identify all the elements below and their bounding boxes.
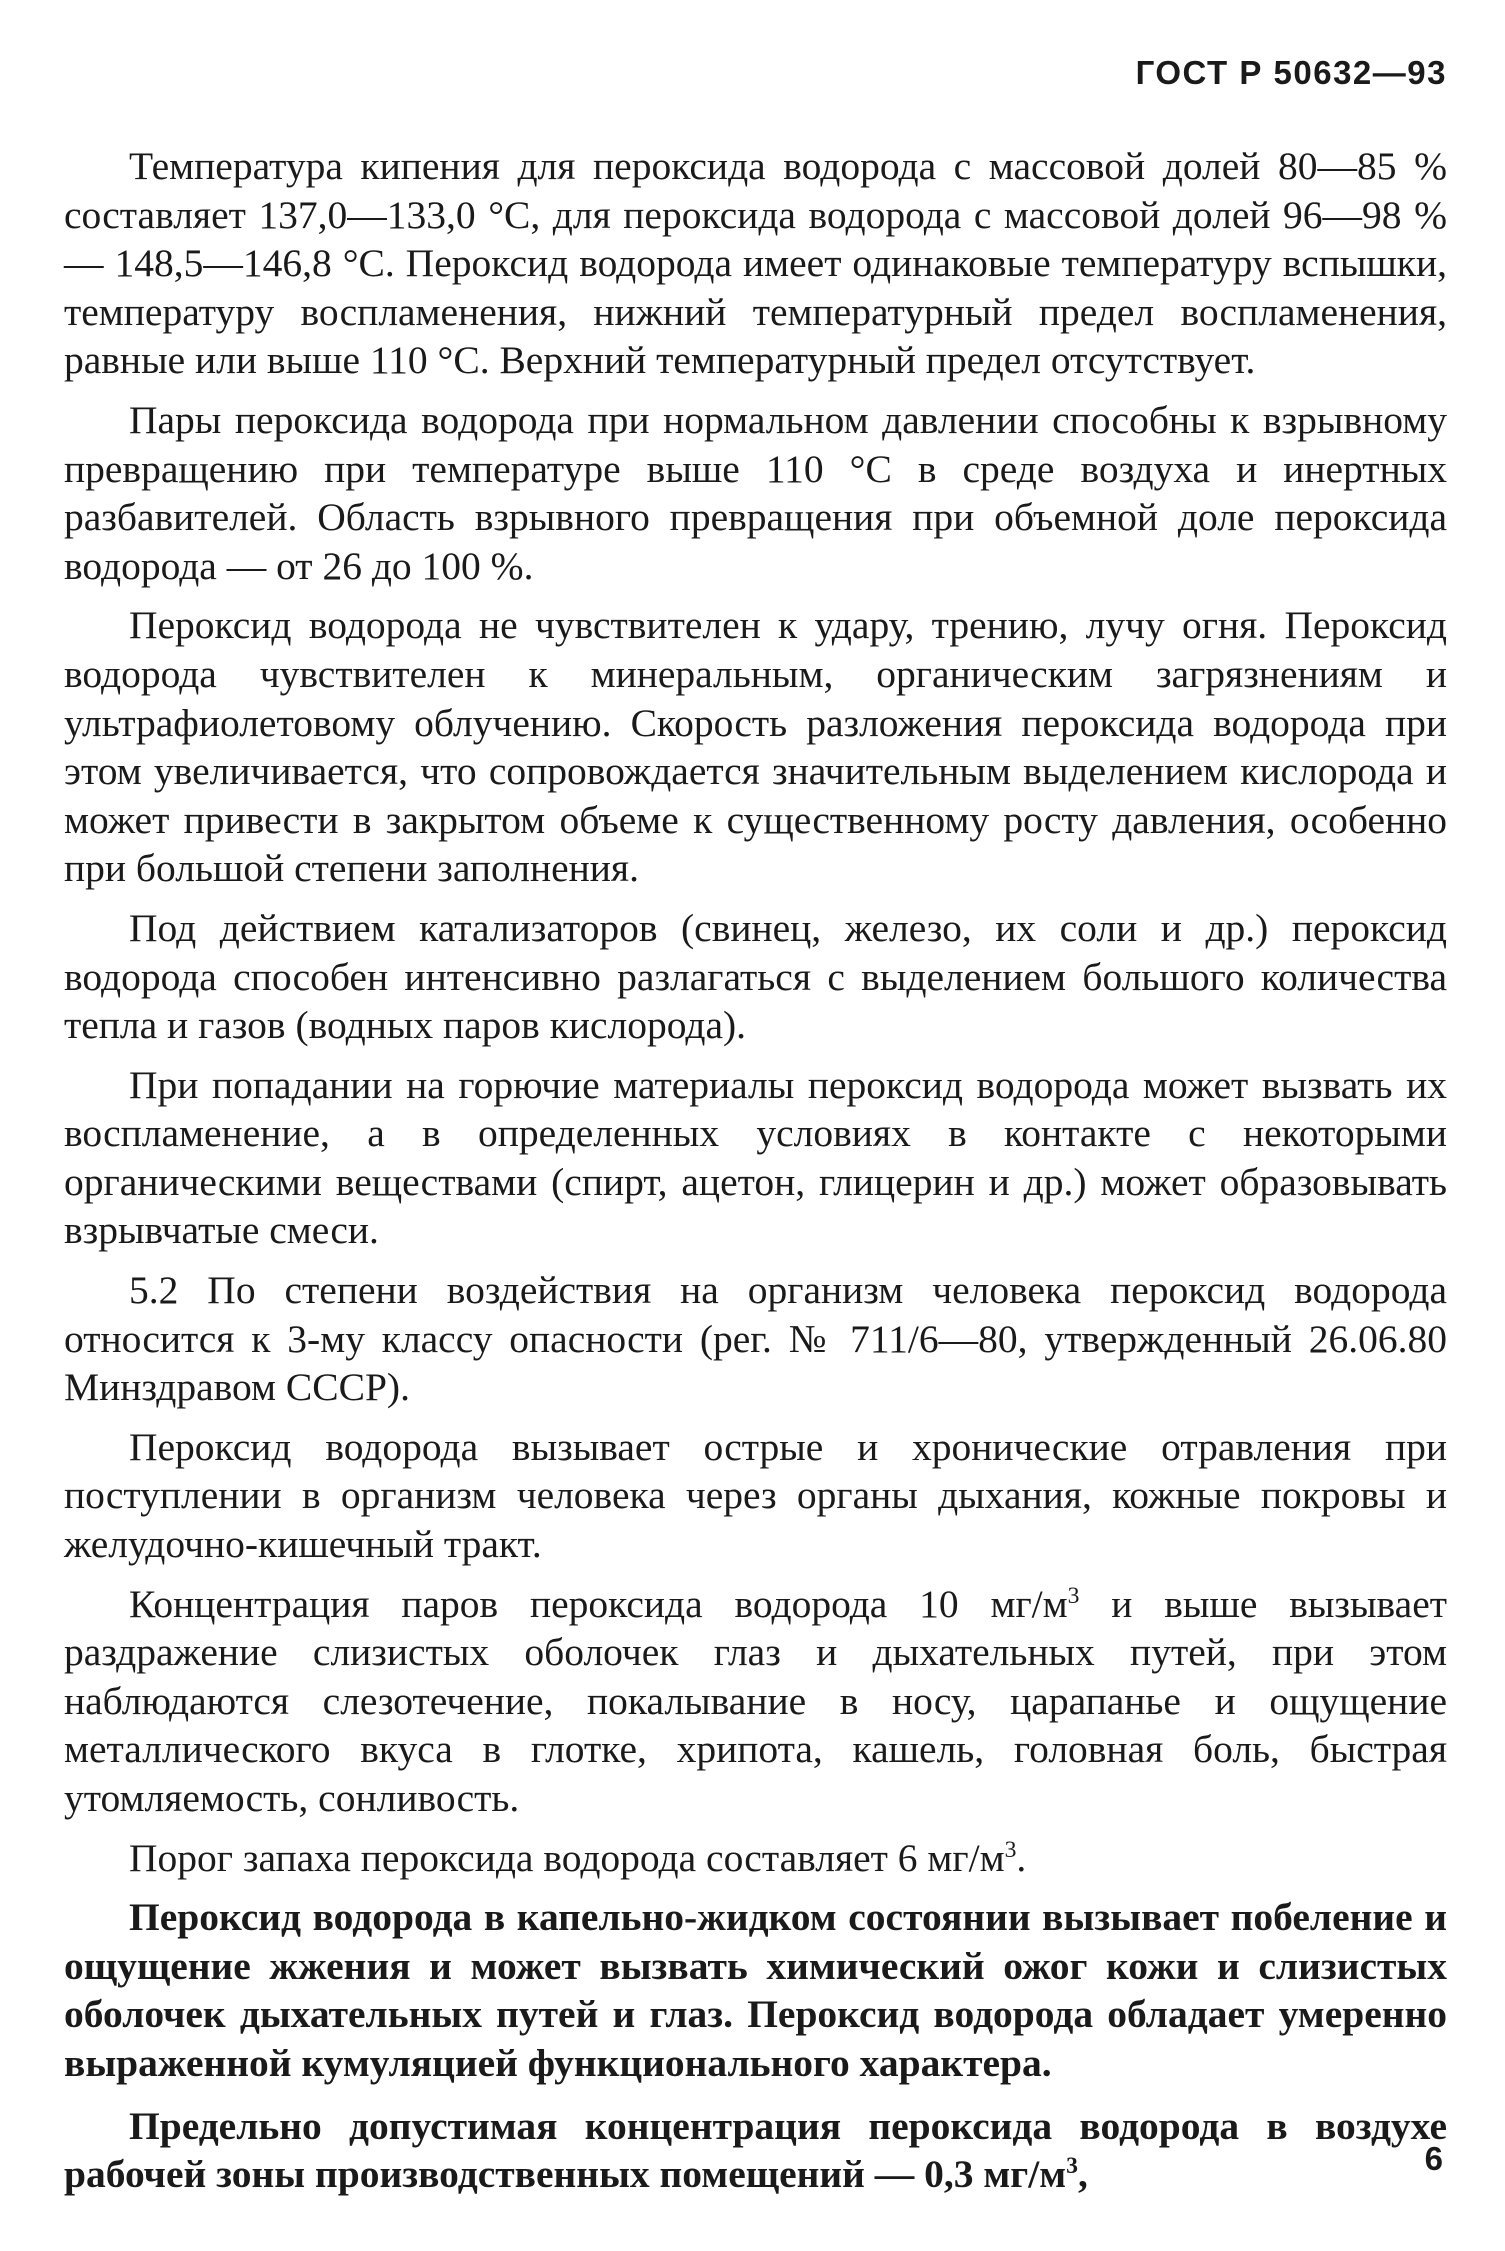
body-text [64, 142, 1447, 2210]
paragraph-boiling-point: Температура кипения для пероксида водорода с массовой долей 80—85 % составляет 137,0—133,0 °С, для пероксида водорода с массовой долей 96—98 % — 148,5—146,8 °С. Пероксид водорода имеет одинаковые температуру вспышки, температуру воспламенения, нижний температурный предел воспламенения, равные или выше 110 °С. Верхний температурный предел отсутствует. [64, 144, 1447, 383]
page-number: 6 [1424, 2140, 1443, 2177]
paragraph-sensitivity: Пероксид водорода не чувствителен к удару, трению, лучу огня. Пероксид водорода чувствителен к минеральным, органическим загрязнениям и ультрафиолетовому облучению. Скорость разложения пероксида водорода при этом увеличивается, что сопровождается значительным выделением кислорода и может привести в закрытом объеме к существенному росту давления, особенно при большой степени заполнения. [64, 603, 1447, 891]
superscript: 3 [1004, 1836, 1017, 1863]
paragraph-vapor-concentration [64, 1580, 1447, 1823]
paragraph-liquid-state: Пероксид водорода в капельно-жидком состоянии вызывает побеление и ощущение жжения и может вызвать химический ожог кожи и слизистых оболочек дыхательных путей и глаз. Пероксид водорода обладает умеренно выраженной кумуляцией функционального характера. [64, 1895, 1447, 2085]
paragraph-poisoning: Пероксид водорода вызывает острые и хронические отравления при поступлении в организм человека через органы дыхания, кожные покровы и желудочно-кишечный тракт. [64, 1424, 1447, 1567]
paragraph-catalysts: Под действием катализаторов (свинец, железо, их соли и др.) пероксид водорода способен интенсивно разлагаться с выделением большого количества тепла и газов (водных паров кислорода). [64, 905, 1447, 1048]
paragraph-combustible-materials: При попадании на горючие материалы пероксид водорода может вызвать их воспламенение, а в определенных условиях в контакте с некоторыми органическими веществами (спирт, ацетон, глицерин и др.) может образовывать взрывчатые смеси. [64, 1062, 1447, 1253]
text-segment: Концентрация паров пероксида водорода 10 мг/м [129, 1581, 1068, 1626]
paragraph-hazard-class: 5.2 По степени воздействия на организм человека пероксид водорода относится к 3-му классу опасности (рег. № 711/6—80, утвержденный 26.06.80 Минздравом СССР). [64, 1268, 1447, 1410]
text-segment: , [1077, 2152, 1088, 2197]
page-header: ГОСТ Р 50632—93 [1135, 54, 1447, 91]
text-segment: Предельно допустимая концентрация пероксида водорода в воздухе рабочей зоны производственных помещений — 0,3 мг/м [64, 2103, 1447, 2197]
superscript: 3 [1067, 1582, 1080, 1609]
superscript: 3 [1066, 2153, 1078, 2179]
text-segment: и выше вызывает раздражение слизистых оболочек глаз и дыхательных путей, при этом наблюдаются слезотечение, покалывание в носу, царапанье и ощущение металлического вкуса в глотке, хрипота, кашель, головная боль, быстрая утомляемость, сонливость. [64, 1581, 1447, 1820]
text-segment: Порог запаха пероксида водорода составляет 6 мг/м [129, 1835, 1005, 1880]
paragraph-max-concentration [64, 2102, 1447, 2199]
paragraph-vapor-explosion: Пары пероксида водорода при нормальном давлении способны к взрывному превращению при температуре выше 110 °С в среде воздуха и инертных разбавителей. Область взрывного превращения при объемной доле пероксида водорода — от 26 до 100 %. [64, 397, 1447, 588]
text-segment: . [1016, 1835, 1027, 1880]
paragraph-odor-threshold [64, 1834, 1447, 1883]
